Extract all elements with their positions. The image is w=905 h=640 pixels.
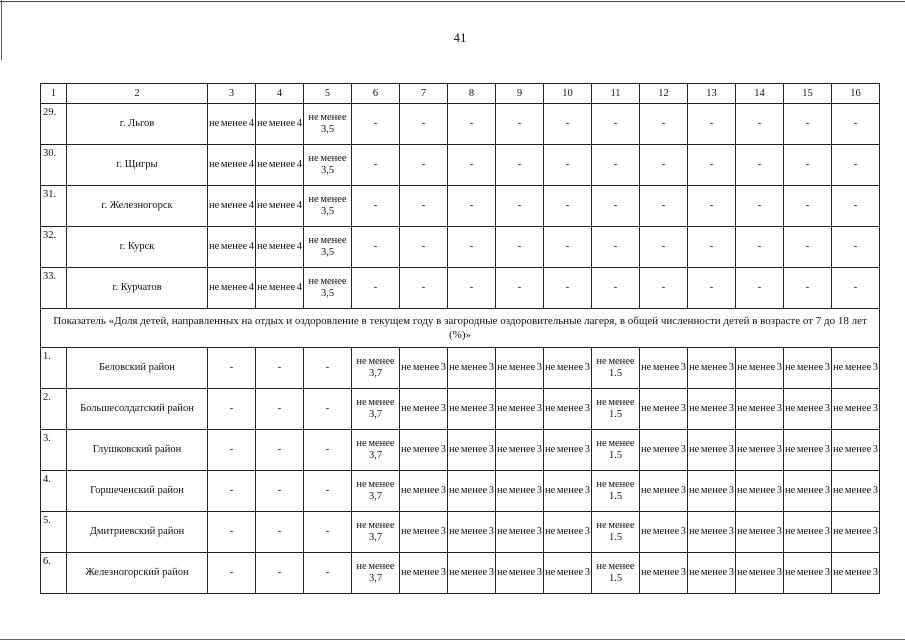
value-cell: не менее 3	[736, 471, 784, 512]
value-cell: не менее 3	[688, 553, 736, 594]
value-cell: не менее 4	[208, 145, 256, 186]
value-cell: не менее 3	[400, 471, 448, 512]
value-cell: не менее 4	[256, 268, 304, 309]
indicator-table	[40, 83, 880, 594]
value-cell: -	[592, 268, 640, 309]
value-cell: не менее 1.5	[592, 471, 640, 512]
value-cell: не менее 3	[448, 512, 496, 553]
value-cell: не менее 3	[496, 512, 544, 553]
table-row	[41, 186, 880, 227]
value-cell: -	[736, 227, 784, 268]
territory-name-cell: Большесолдатский район	[67, 389, 208, 430]
value-cell: -	[304, 389, 352, 430]
row-number-cell: 3.	[41, 430, 67, 471]
row-number-cell: 1.	[41, 348, 67, 389]
column-number-cell: 5	[304, 84, 352, 104]
value-cell: -	[496, 268, 544, 309]
column-number-cell: 16	[832, 84, 880, 104]
value-cell: -	[736, 186, 784, 227]
value-cell: -	[352, 186, 400, 227]
territory-name-cell: г. Щигры	[67, 145, 208, 186]
value-cell: -	[784, 268, 832, 309]
value-cell: не менее 3,7	[352, 348, 400, 389]
value-cell: не менее 3	[448, 389, 496, 430]
value-cell: не менее 3	[448, 348, 496, 389]
value-cell: не менее 3	[496, 471, 544, 512]
value-cell: -	[208, 389, 256, 430]
indicator-heading: Показатель «Доля детей, направленных на отдых и оздоровление в текущем году в загородные оздоровительные лагеря, в общей численности детей в возрасте от 7 до 18 лет (%)»	[41, 309, 880, 348]
page-number: 41	[453, 30, 467, 45]
value-cell: -	[544, 268, 592, 309]
value-cell: -	[544, 186, 592, 227]
value-cell: -	[688, 104, 736, 145]
value-cell: не менее 4	[208, 186, 256, 227]
value-cell: не менее 3	[784, 553, 832, 594]
value-cell: не менее 3	[832, 348, 880, 389]
value-cell: -	[496, 186, 544, 227]
row-number-cell: 2.	[41, 389, 67, 430]
value-cell: -	[304, 553, 352, 594]
value-cell: -	[352, 227, 400, 268]
value-cell: -	[448, 186, 496, 227]
value-cell: не менее 3	[784, 348, 832, 389]
value-cell: не менее 3	[736, 553, 784, 594]
value-cell: -	[304, 471, 352, 512]
value-cell: -	[736, 145, 784, 186]
value-cell: -	[448, 145, 496, 186]
value-cell: не менее 3	[496, 348, 544, 389]
value-cell: не менее 3	[688, 430, 736, 471]
table-row	[41, 430, 880, 471]
territory-name-cell: Беловский район	[67, 348, 208, 389]
value-cell: не менее 3	[640, 348, 688, 389]
value-cell: не менее 3	[832, 389, 880, 430]
value-cell: не менее 3	[496, 389, 544, 430]
value-cell: -	[592, 186, 640, 227]
value-cell: не менее 1.5	[592, 430, 640, 471]
value-cell: -	[256, 553, 304, 594]
value-cell: не менее 3	[640, 471, 688, 512]
value-cell: не менее 3,7	[352, 553, 400, 594]
value-cell: -	[256, 348, 304, 389]
value-cell: не менее 3,5	[304, 104, 352, 145]
table-row	[41, 389, 880, 430]
value-cell: -	[400, 104, 448, 145]
value-cell: не менее 3	[832, 553, 880, 594]
value-cell: -	[304, 430, 352, 471]
value-cell: -	[352, 145, 400, 186]
value-cell: не менее 3	[448, 471, 496, 512]
territory-name-cell: г. Льгов	[67, 104, 208, 145]
value-cell: -	[640, 104, 688, 145]
value-cell: не менее 4	[208, 268, 256, 309]
value-cell: -	[448, 104, 496, 145]
column-number-cell: 11	[592, 84, 640, 104]
row-number-cell: 29.	[41, 104, 67, 145]
value-cell: не менее 3	[544, 348, 592, 389]
value-cell: -	[400, 268, 448, 309]
value-cell: -	[736, 268, 784, 309]
territory-name-cell: г. Курск	[67, 227, 208, 268]
table-row	[41, 553, 880, 594]
indicator-heading-row	[41, 309, 880, 348]
value-cell: -	[400, 145, 448, 186]
value-cell: -	[688, 145, 736, 186]
column-number-cell: 15	[784, 84, 832, 104]
value-cell: -	[592, 145, 640, 186]
territory-name-cell: г. Железногорск	[67, 186, 208, 227]
table-row	[41, 348, 880, 389]
value-cell: не менее 3	[640, 389, 688, 430]
value-cell: не менее 3,7	[352, 389, 400, 430]
value-cell: -	[784, 104, 832, 145]
territory-name-cell: Железногорский район	[67, 553, 208, 594]
value-cell: не менее 3,5	[304, 145, 352, 186]
table-row	[41, 512, 880, 553]
table-row	[41, 104, 880, 145]
value-cell: не менее 3	[688, 348, 736, 389]
column-number-cell: 9	[496, 84, 544, 104]
value-cell: не менее 3	[544, 471, 592, 512]
value-cell: не менее 3	[496, 430, 544, 471]
value-cell: -	[448, 268, 496, 309]
value-cell: не менее 3	[448, 430, 496, 471]
value-cell: не менее 3	[400, 430, 448, 471]
value-cell: не менее 3	[400, 512, 448, 553]
value-cell: не менее 3	[688, 512, 736, 553]
row-number-cell: 31.	[41, 186, 67, 227]
top-scan-edge	[0, 1, 905, 2]
value-cell: -	[544, 227, 592, 268]
table-row	[41, 227, 880, 268]
value-cell: не менее 3	[832, 512, 880, 553]
value-cell: не менее 3	[784, 512, 832, 553]
table-row	[41, 145, 880, 186]
column-number-cell: 1	[41, 84, 67, 104]
value-cell: не менее 1.5	[592, 553, 640, 594]
value-cell: не менее 3	[544, 430, 592, 471]
column-number-cell: 8	[448, 84, 496, 104]
value-cell: -	[304, 512, 352, 553]
column-number-cell: 4	[256, 84, 304, 104]
value-cell: -	[688, 227, 736, 268]
column-number-cell: 7	[400, 84, 448, 104]
column-number-row	[41, 84, 880, 104]
value-cell: не менее 3	[736, 430, 784, 471]
row-number-cell: 4.	[41, 471, 67, 512]
column-number-cell: 13	[688, 84, 736, 104]
value-cell: не менее 3	[640, 512, 688, 553]
table-body	[41, 84, 880, 594]
column-number-cell: 12	[640, 84, 688, 104]
value-cell: -	[832, 186, 880, 227]
territory-name-cell: г. Курчатов	[67, 268, 208, 309]
value-cell: -	[496, 227, 544, 268]
value-cell: не менее 3	[400, 348, 448, 389]
value-cell: -	[256, 430, 304, 471]
value-cell: -	[592, 104, 640, 145]
value-cell: -	[640, 186, 688, 227]
value-cell: -	[640, 145, 688, 186]
value-cell: -	[400, 227, 448, 268]
value-cell: не менее 3	[736, 512, 784, 553]
value-cell: не менее 3	[784, 389, 832, 430]
value-cell: -	[784, 227, 832, 268]
value-cell: -	[208, 430, 256, 471]
value-cell: -	[208, 471, 256, 512]
value-cell: не менее 3,5	[304, 186, 352, 227]
row-number-cell: 5.	[41, 512, 67, 553]
value-cell: не менее 3	[736, 389, 784, 430]
value-cell: -	[208, 553, 256, 594]
value-cell: -	[256, 512, 304, 553]
value-cell: не менее 4	[208, 104, 256, 145]
value-cell: -	[784, 145, 832, 186]
value-cell: не менее 3	[832, 471, 880, 512]
value-cell: -	[832, 104, 880, 145]
value-cell: -	[640, 227, 688, 268]
territory-name-cell: Горшеченский район	[67, 471, 208, 512]
table-row	[41, 471, 880, 512]
column-number-cell: 10	[544, 84, 592, 104]
value-cell: не менее 3,5	[304, 227, 352, 268]
value-cell: не менее 3	[688, 389, 736, 430]
value-cell: -	[544, 145, 592, 186]
value-cell: не менее 4	[256, 186, 304, 227]
value-cell: не менее 1.5	[592, 512, 640, 553]
value-cell: не менее 3	[784, 430, 832, 471]
value-cell: -	[256, 389, 304, 430]
column-number-cell: 3	[208, 84, 256, 104]
value-cell: -	[736, 104, 784, 145]
value-cell: -	[544, 104, 592, 145]
value-cell: не менее 3	[400, 553, 448, 594]
value-cell: не менее 3	[544, 512, 592, 553]
value-cell: не менее 3	[832, 430, 880, 471]
value-cell: не менее 3	[640, 430, 688, 471]
value-cell: -	[208, 348, 256, 389]
value-cell: -	[256, 471, 304, 512]
left-scan-edge	[1, 0, 2, 60]
value-cell: -	[496, 145, 544, 186]
row-number-cell: 6.	[41, 553, 67, 594]
value-cell: не менее 3,7	[352, 471, 400, 512]
value-cell: -	[832, 227, 880, 268]
value-cell: не менее 3	[448, 553, 496, 594]
value-cell: не менее 4	[256, 145, 304, 186]
value-cell: не менее 4	[256, 227, 304, 268]
value-cell: не менее 3	[496, 553, 544, 594]
value-cell: не менее 3	[544, 553, 592, 594]
value-cell: не менее 3	[736, 348, 784, 389]
value-cell: -	[400, 186, 448, 227]
value-cell: -	[640, 268, 688, 309]
value-cell: не менее 3	[784, 471, 832, 512]
column-number-cell: 2	[67, 84, 208, 104]
value-cell: не менее 3,7	[352, 430, 400, 471]
column-number-cell: 6	[352, 84, 400, 104]
value-cell: не менее 4	[256, 104, 304, 145]
value-cell: не менее 3	[688, 471, 736, 512]
value-cell: не менее 3	[640, 553, 688, 594]
row-number-cell: 32.	[41, 227, 67, 268]
value-cell: не менее 3,7	[352, 512, 400, 553]
value-cell: -	[448, 227, 496, 268]
value-cell: -	[832, 145, 880, 186]
value-cell: -	[784, 186, 832, 227]
row-number-cell: 33.	[41, 268, 67, 309]
value-cell: не менее 1.5	[592, 348, 640, 389]
value-cell: -	[592, 227, 640, 268]
value-cell: -	[496, 104, 544, 145]
value-cell: -	[688, 186, 736, 227]
value-cell: -	[352, 104, 400, 145]
value-cell: не менее 3	[544, 389, 592, 430]
value-cell: -	[304, 348, 352, 389]
territory-name-cell: Глушковский район	[67, 430, 208, 471]
value-cell: -	[832, 268, 880, 309]
value-cell: -	[688, 268, 736, 309]
table-row	[41, 268, 880, 309]
value-cell: -	[352, 268, 400, 309]
value-cell: не менее 3	[400, 389, 448, 430]
column-number-cell: 14	[736, 84, 784, 104]
value-cell: не менее 1.5	[592, 389, 640, 430]
row-number-cell: 30.	[41, 145, 67, 186]
value-cell: не менее 4	[208, 227, 256, 268]
value-cell: не менее 3,5	[304, 268, 352, 309]
value-cell: -	[208, 512, 256, 553]
territory-name-cell: Дмитриевский район	[67, 512, 208, 553]
